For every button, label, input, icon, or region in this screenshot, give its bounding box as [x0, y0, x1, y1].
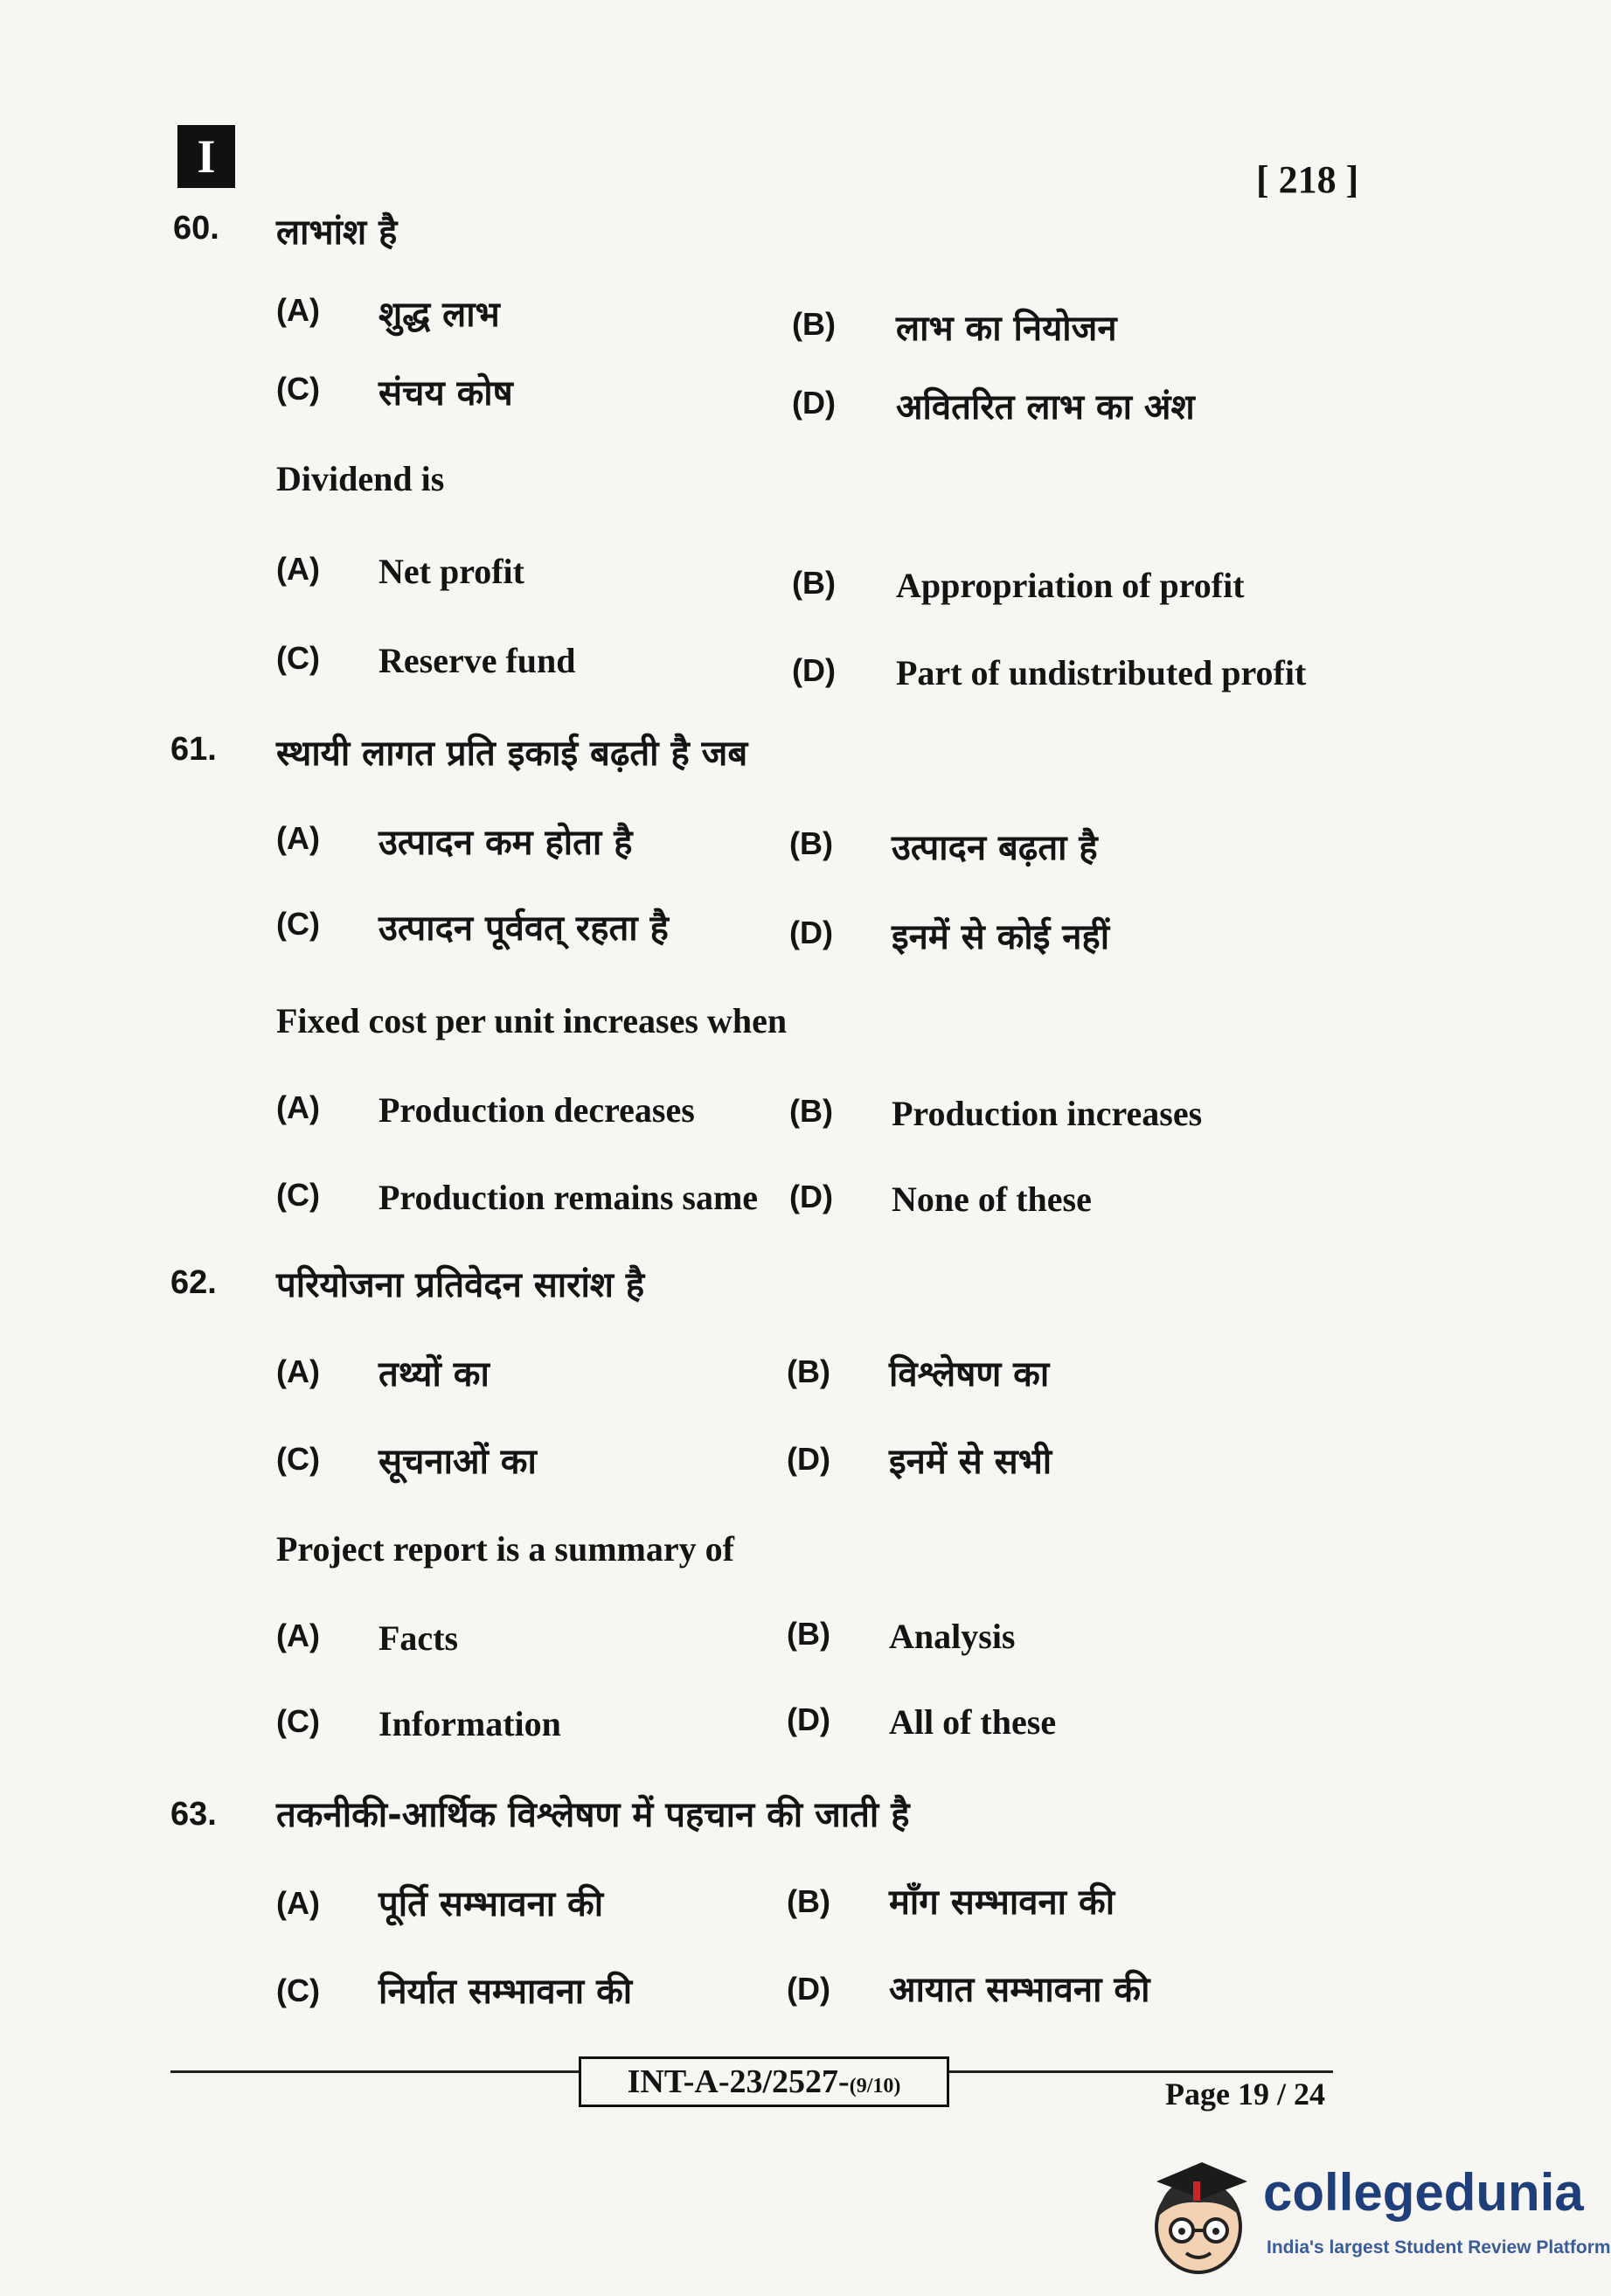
- option-text-hindi: शुद्ध लाभ: [378, 295, 500, 335]
- option-text-english: Part of undistributed profit: [896, 653, 1307, 692]
- option-label: (B): [792, 306, 836, 342]
- option-label: (D): [792, 652, 836, 688]
- option-label: (C): [276, 1177, 320, 1213]
- question-number: 61.: [170, 731, 217, 768]
- option-label: (D): [787, 1971, 830, 2007]
- question-number: 60.: [173, 210, 219, 247]
- option-label: (D): [789, 1179, 833, 1214]
- option-label: (A): [276, 551, 320, 587]
- option-text-hindi: इनमें से सभी: [889, 1442, 1052, 1482]
- option-label: (C): [276, 906, 320, 942]
- option-text-hindi: तथ्यों का: [378, 1354, 490, 1395]
- option-text-english: Reserve fund: [378, 641, 576, 680]
- page-code: [ 218 ]: [1256, 158, 1359, 201]
- option-text-hindi: सूचनाओं का: [378, 1442, 537, 1482]
- option-text-hindi: उत्पादन कम होता है: [378, 823, 633, 863]
- option-label: (B): [789, 1093, 833, 1129]
- mascot-icon: [1141, 2146, 1259, 2278]
- question-number: 63.: [170, 1796, 217, 1833]
- option-text-english: Production increases: [892, 1094, 1203, 1133]
- option-text-english: Analysis: [889, 1617, 1016, 1656]
- paper-code-main: INT-A-23/2527-: [627, 2063, 850, 2100]
- question-number: 62.: [170, 1264, 217, 1301]
- option-label: (B): [787, 1616, 830, 1652]
- option-label: (A): [276, 1618, 320, 1653]
- option-text-hindi: उत्पादन पूर्ववत् रहता है: [378, 908, 669, 949]
- option-label: (A): [276, 292, 320, 328]
- option-text-hindi: माँग सम्भावना की: [889, 1882, 1115, 1923]
- option-text-english: None of these: [892, 1179, 1092, 1219]
- brand-tagline: India's largest Student Review Platform: [1267, 2237, 1611, 2258]
- option-label: (D): [787, 1441, 830, 1477]
- option-text-hindi: निर्यात सम्भावना की: [378, 1972, 633, 2012]
- option-text-hindi: आयात सम्भावना की: [889, 1970, 1150, 2010]
- question-stem-english: Project report is a summary of: [276, 1529, 734, 1569]
- option-label: (D): [789, 915, 833, 950]
- option-label: (B): [787, 1883, 830, 1919]
- option-label: (B): [789, 825, 833, 861]
- collegedunia-watermark: [1141, 2146, 1611, 2286]
- option-text-english: Facts: [378, 1618, 459, 1658]
- option-label: (C): [276, 1703, 320, 1739]
- option-text-english: Production decreases: [378, 1090, 695, 1130]
- option-label: (C): [276, 371, 320, 407]
- option-label: (D): [792, 385, 836, 421]
- option-label: (B): [787, 1353, 830, 1389]
- series-badge: I: [177, 125, 235, 188]
- question-stem-english: Fixed cost per unit increases when: [276, 1001, 788, 1040]
- page-number: Page 19 / 24: [1165, 2077, 1325, 2112]
- question-stem-hindi: परियोजना प्रतिवेदन सारांश है: [276, 1265, 645, 1305]
- option-text-hindi: विश्लेषण का: [889, 1354, 1050, 1395]
- option-text-english: Production remains same: [378, 1178, 759, 1217]
- option-label: (A): [276, 1353, 320, 1389]
- option-text-english: Appropriation of profit: [896, 566, 1245, 605]
- question-stem-hindi: तकनीकी-आर्थिक विश्लेषण में पहचान की जाती है: [276, 1795, 910, 1835]
- option-label: (C): [276, 1441, 320, 1477]
- option-label: (C): [276, 640, 320, 676]
- option-text-hindi: अवितरित लाभ का अंश: [896, 387, 1195, 428]
- option-text-english: Information: [378, 1704, 561, 1743]
- option-text-english: Net profit: [378, 552, 524, 591]
- option-label: (B): [792, 565, 836, 601]
- option-label: (A): [276, 1089, 320, 1125]
- option-label: (D): [787, 1701, 830, 1737]
- option-label: (C): [276, 1972, 320, 2008]
- option-text-hindi: उत्पादन बढ़ता है: [892, 828, 1098, 868]
- brand-name: collegedunia: [1263, 2163, 1584, 2222]
- question-stem-hindi: लाभांश है: [276, 212, 398, 253]
- option-text-english: All of these: [889, 1702, 1057, 1742]
- paper-code: [579, 2056, 949, 2107]
- option-text-hindi: पूर्ति सम्भावना की: [378, 1884, 604, 1924]
- option-label: (A): [276, 1885, 320, 1921]
- question-stem-hindi: स्थायी लागत प्रति इकाई बढ़ती है जब: [276, 734, 748, 774]
- option-text-hindi: लाभ का नियोजन: [896, 309, 1117, 349]
- paper-code-suffix: (9/10): [849, 2075, 901, 2098]
- question-stem-english: Dividend is: [276, 459, 445, 498]
- option-text-hindi: इनमें से कोई नहीं: [892, 917, 1110, 957]
- option-text-hindi: संचय कोष: [378, 373, 513, 414]
- option-label: (A): [276, 820, 320, 856]
